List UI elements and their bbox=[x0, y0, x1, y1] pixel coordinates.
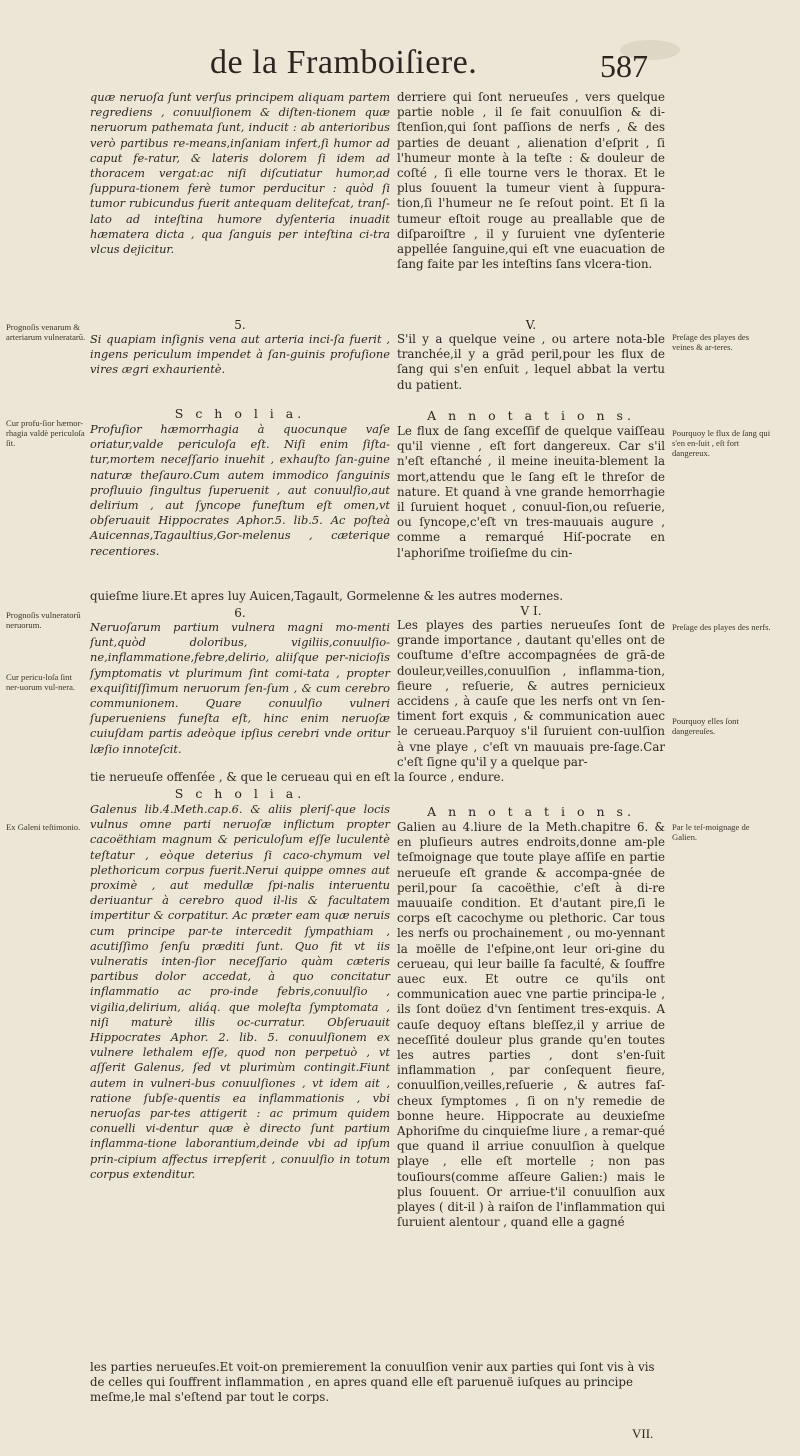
scholia-1-text: Profuſior hæmorrhagia à quocunque vaſe oriatur,valde periculoſa eſt. Niſi enim ſiſta-tur,mortem neceſſario inuehit , exhauſto ſan-guine naturæ theſauro.Cum autem immodico ſanguinis profluuio ſingultus ſuperuenit , aut conuulſio,aut delirium , aut ſyncope funeſtum eſt omen,vt obſeruauit Hippocrates Aphor.5. lib.5. Ac poſteà Auicennas,Tagaultius,Gor-melenus , cæterique recentiores. bbox=[90, 422, 390, 558]
latin-aphorism-text: quæ neruoſa ſunt verſus principem aliquam partem regrediens , conuulſionem & diſten-tionem quæ neruorum pathemata ſunt, inducit : ab anterioribus verò partibus re-means,inſaniam infert,ſi humor ad caput fe-ratur, & lateris dolorem ſi idem ad thoracem vergat:ac niſi diſcutiatur humor,ad ſuppura-tionem ferè tumor perducitur : quòd ſi tumor rubicundus fuerit antequam delitefcat, tranſ-lato ad inteſtina humore dyſenteria inuadit hæmatera dicta , qua ſanguis per inteſtina ci-tra vlcus dejicitur. bbox=[90, 90, 390, 257]
scholia-2-text: Galenus lib.4.Meth.cap.6. & aliis pleriſ-que locis vulnus omne parti neruoſæ inflictum propter cacoëthiam magnum & periculoſum eſſe luculentè teſtatur , eòque deterius ſi caco-chymum vel plethoricum corpus fuerit.Nerui quippe omnes aut proximè , aut medullæ ſpi-nalis interuentu deriuantur à cerebro quod il-lis & facultatem impertitur & corpatitur. Ac præter eam quæ neruis cum principe par-te intercedit ſympathiam , acutiſſimo ſenſu præditi ſunt. Quo fit vt iis vulneratis inten-ſior neceſſario quàm cæteris partibus dolor accedat, à quo concitatur inflammatio ac pro-inde febris,conuulſio , vigilia,delirium, aliáq. que moleſta ſymptomata , niſi maturè illis oc-curratur. Obſeruauit Hippocrates Aphor. 2. lib. 5. conuulſionem ex vulnere lethalem eſſe, quod non perpetuò , vt aſſerit Galenus, ſed vt plurimùm contingit.Fiunt autem in vulneri-bus conuulſiones , vt idem ait , ratione ſubſe-quentis ea inflammationis , vbi neruoſas par-tes attigerit : ac primum quidem conuelli vi-dentur quæ è directo ſunt partium inflamma-tione laborantium,deinde vbi ad ipſum prin-cipium affectus irrepſerit , conuulſio in totum corpus extenditur. bbox=[90, 802, 390, 1181]
scholia-heading: S c h o l i a. bbox=[174, 406, 306, 421]
annotations-2-text: Galien au 4.liure de la Meth.chapitre 6. & en pluſieurs autres endroits,donne am-ple teſmoignage que toute playe aſſiſe en partie nerueuſe eſt grande & accompa-gnée de peril,pour ſa cacoëthie, c'eſt à di-re mauuaiſe condition. Et d'autant pire,ſi le corps eſt cacochyme ou plethoric. Car tous les nerfs ou prochainement , ou mo-yennant la moëlle de l'eſpine,ont leur ori-gine du cerueau, qui leur baille ſa faculté, & ſouffre auec eux. Et outre ce qu'ils ont communication auec vne partie principa-le , ils ſont doüez d'vn ſentiment tres-exquis. A cauſe dequoy eſtans bleſſez,il y arriue de neceſſité douleur plus grande qu'en toutes les autres parties , dont s'en-ſuit inflammation , par conſequent fieure, conuulſion,veilles,reſuerie , & autres faſ-cheux ſymptomes , ſi on n'y remedie de bonne heure. Hippocrate au deuxieſme Aphoriſme du cinquieſme liure , a remar-qué que quand il arriue conuulſion à quelque playe , elle eſt mortelle ; non pas touſiours(comme aſſeure Galien:) mais le plus ſouuent. Or arriue-t'il conuulſion aux playes ( dit-il ) à raiſon de l'inflammation qui ſuruient alentour , quand elle a gagné bbox=[397, 820, 665, 1230]
aphorism-number: 5. bbox=[234, 318, 246, 332]
aphorism-v-text: S'il y a quelque veine , ou artere nota-ble tranchée,il y a grād peril,pour les flux de ſang qui s'en enſuit , lequel abbat la vertu du patient. bbox=[397, 332, 665, 392]
annotations-2-block bbox=[397, 804, 665, 1230]
margin-note: Cur pericu-loſa ſint ner-uorum vul-nera. bbox=[6, 672, 76, 692]
annotations-1-block bbox=[397, 408, 665, 561]
running-title: de la Framboiſiere. bbox=[210, 44, 478, 81]
scholia-1-block bbox=[90, 406, 390, 559]
french-aphorism-text: derriere qui ſont nerueuſes , vers quelque partie noble , il ſe fait conuulſion & di-ſtenſion,qui ſont paſſions de nerfs , & des parties de deuant , alienation d'eſprit , ſi l'humeur monte à la teſte : & douleur de coſté , ſi elle tourne vers le thorax. Et le plus ſouuent la tumeur vient à ſuppura-tion,ſi l'humeur ne ſe reſout point. Et ſi la tumeur eſtoit rouge au preallable que de diſparoiſtre , il y ſuruient vne dyſenterie appellée ſanguine,qui eſt vne euacuation de ſang faite par les inteſtins ſans vlcera-tion. bbox=[397, 90, 665, 272]
aphorism-number: V I. bbox=[520, 604, 542, 618]
margin-note: Pourquoy elles ſont dangereuſes. bbox=[672, 716, 739, 736]
page-number: 587 bbox=[600, 48, 648, 84]
spanning-line: quieſme liure.Et apres luy Auicen,Tagault, Gormelenne & les autres modernes. bbox=[90, 589, 564, 603]
margin-note: Prognoſis vulneratorū neruorum. bbox=[6, 610, 81, 630]
annotations-heading: A n n o t a t i o n s. bbox=[427, 408, 635, 423]
aphorism-6-block bbox=[90, 606, 390, 757]
aphorism-v-block bbox=[397, 318, 665, 393]
aphorism-number: V. bbox=[525, 318, 537, 332]
margin-note: Preſage des playes des veines & ar-teres. bbox=[672, 332, 750, 352]
aphorism-vi-block bbox=[397, 604, 665, 770]
margin-note: Prognoſis venarum & arteriarum vulneratarū. bbox=[6, 322, 86, 342]
margin-note: Ex Galeni teſtimonio. bbox=[6, 822, 81, 832]
aphorism-6-text: Neruoſarum partium vulnera magni mo-menti ſunt,quòd doloribus, vigiliis,conuulſio-ne,inflammatione,febre,delirio, aliiſque per-nicioſis ſymptomatis vt plurimum ſint comi-tata , propter exquiſitiſſimum neruorum ſen-ſum , & cum cerebro communionem. Quare conuulſio vulneri ſuperueniens funeſta eſt, hinc enim neruoſæ cuiuſdam partis adeòque ipſius cerebri vnde oritur læſio innoteſcit. bbox=[90, 620, 390, 756]
aphorism-number: 6. bbox=[234, 606, 246, 620]
margin-note: Cur profu-ſior hæmor-rhagia valdè periculoſa ſit. bbox=[6, 418, 85, 448]
annotations-1-text: Le flux de ſang exceſſif de quelque vaiſſeau qu'il vienne , eſt fort dangereux. Car s'il n'eſt eſtanché , il meine ineuita-blement la mort,attendu que le ſang eſt le threſor de nature. Et quand à vne grande hemorrhagie il ſuruient hoquet , conuul-ſion,ou reſuerie, ou ſyncope,c'eſt vn tres-mauuais augure , comme a remarqué Hiſ-pocrate en l'aphoriſme troiſieſme du cin- bbox=[397, 424, 665, 560]
left-column-top bbox=[90, 90, 390, 257]
aphorism-vi-text: Les playes des parties nerueuſes ſont de grande importance , dautant qu'elles ont de couſtume d'eſtre accompagnées de grā-de douleur,veilles,conuulſion , inflamma-tion, fieure , reſuerie, & autres pernicieux accidens , à cauſe que les nerfs ont vn ſen-timent fort exquis , & communication auec le cerueau.Parquoy s'il ſuruient con-uulſion à vne playe , c'eſt vn mauuais pre-ſage.Car c'eſt ſigne qu'il y a quelque par- bbox=[397, 618, 665, 769]
spanning-line: tie nerueuſe offenſée , & que le cerueau qui en eſt la ſource , endure. bbox=[90, 770, 505, 784]
margin-note: Pourquoy le flux de ſang qui s'en en-ſuit , eſt fort dangereux. bbox=[672, 428, 771, 458]
scholia-heading: S c h o l i a. bbox=[174, 786, 306, 801]
margin-note: Preſage des playes des nerfs. bbox=[672, 622, 771, 632]
right-column-top bbox=[397, 90, 665, 272]
annotations-heading: A n n o t a t i o n s. bbox=[427, 804, 635, 819]
margin-note: Par le teſ-moignage de Galien. bbox=[672, 822, 750, 842]
bottom-paragraph: les parties nerueuſes.Et voit-on premierement la conuulſion venir aux parties qui ſont vis à vis de celles qui ſouffrent inflammation , en apres quand elle eſt paruenuë iuſques au principe meſme,le mal s'eſtend par tout le corps. bbox=[90, 1360, 655, 1405]
aphorism-5-block bbox=[90, 318, 390, 378]
scholia-2-block bbox=[90, 786, 390, 1182]
aphorism-5-text: Si quapiam inſignis vena aut arteria inci-ſa fuerit , ingens periculum impendet à ſan-guinis profuſione vires ægri exhaurientè. bbox=[90, 332, 390, 377]
catchword: VII. bbox=[632, 1426, 654, 1441]
